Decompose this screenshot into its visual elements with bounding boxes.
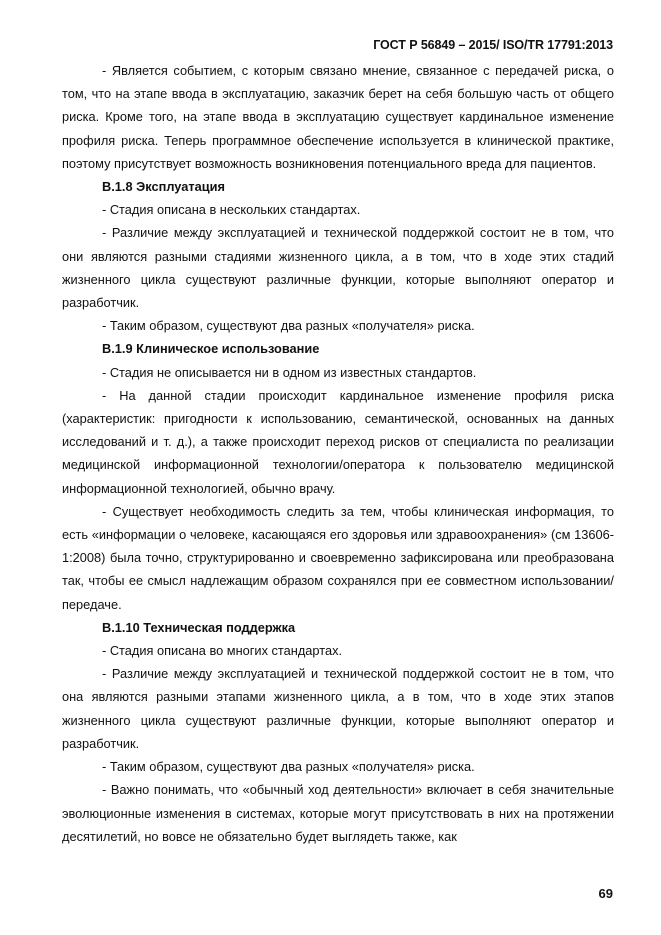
- paragraph: - Различие между эксплуатацией и технической поддержкой состоит не в том, что они являются разными стадиями жизненного цикла, а в том, что в ходе этих стадий жизненного цикла существуют различные функции, которые выполняют оператор и разработчик.: [62, 225, 614, 311]
- document-header: ГОСТ Р 56849 – 2015/ ISO/TR 17791:2013: [373, 38, 613, 52]
- paragraph: - Таким образом, существуют два разных «получателя» риска.: [102, 759, 475, 775]
- paragraph: - Стадия описана в нескольких стандартах.: [102, 202, 361, 218]
- section-heading: B.1.10 Техническая поддержка: [102, 619, 296, 635]
- section-heading: B.1.9 Клиническое использование: [102, 341, 320, 357]
- document-body: [62, 59, 614, 848]
- section-heading: B.1.8 Эксплуатация: [102, 179, 225, 195]
- paragraph: - Стадия описана во многих стандартах.: [102, 643, 343, 659]
- paragraph: - Важно понимать, что «обычный ход деятельности» включает в себя значительные эволюционные изменения в системах, которые могут присутствовать в них на протяжении десятилетий, но вовсе не обязательно будет выглядеть также, как: [62, 782, 614, 844]
- page-number: 69: [598, 886, 613, 901]
- paragraph: - Различие между эксплуатацией и технической поддержкой состоит не в том, что она являются разными этапами жизненного цикла, а в том, что в ходе этих этапов жизненного цикла существуют различные функции, которые выполняют оператор и разработчик.: [62, 666, 614, 751]
- paragraph: - На данной стадии происходит кардинальное изменение профиля риска (характеристик: пригодности к использованию, семантической, основанных на данных исследований и т. д.), а также происходит переход рисков от специалиста по реализации медицинской информационной технологии/оператора к пользователю медицинской информационной технологией, обычно врачу.: [62, 387, 614, 496]
- paragraph: - Существует необходимость следить за тем, чтобы клиническая информация, то есть «информации о человеке, касающаяся его здоровья или здравоохранения» (см 13606-1:2008) была точно, структурированно и своевременно зафиксирована или преобразована так, чтобы ее смысл надлежащим образом сохранялся при ее совместном использовании/передаче.: [62, 503, 614, 612]
- paragraph: - Является событием, с которым связано мнение, связанное с передачей риска, о том, что на этапе ввода в эксплуатацию, заказчик берет на себя большую часть от общего риска. Кроме того, на этапе ввода в эксплуатацию существует кардинальное изменение профиля риска. Теперь программное обеспечение используется в клинической практике, поэтому присутствует возможность возникновения потенциального вреда для пациентов.: [62, 63, 614, 171]
- paragraph: - Стадия не описывается ни в одном из известных стандартов.: [102, 364, 477, 380]
- paragraph: - Таким образом, существуют два разных «получателя» риска.: [102, 318, 475, 334]
